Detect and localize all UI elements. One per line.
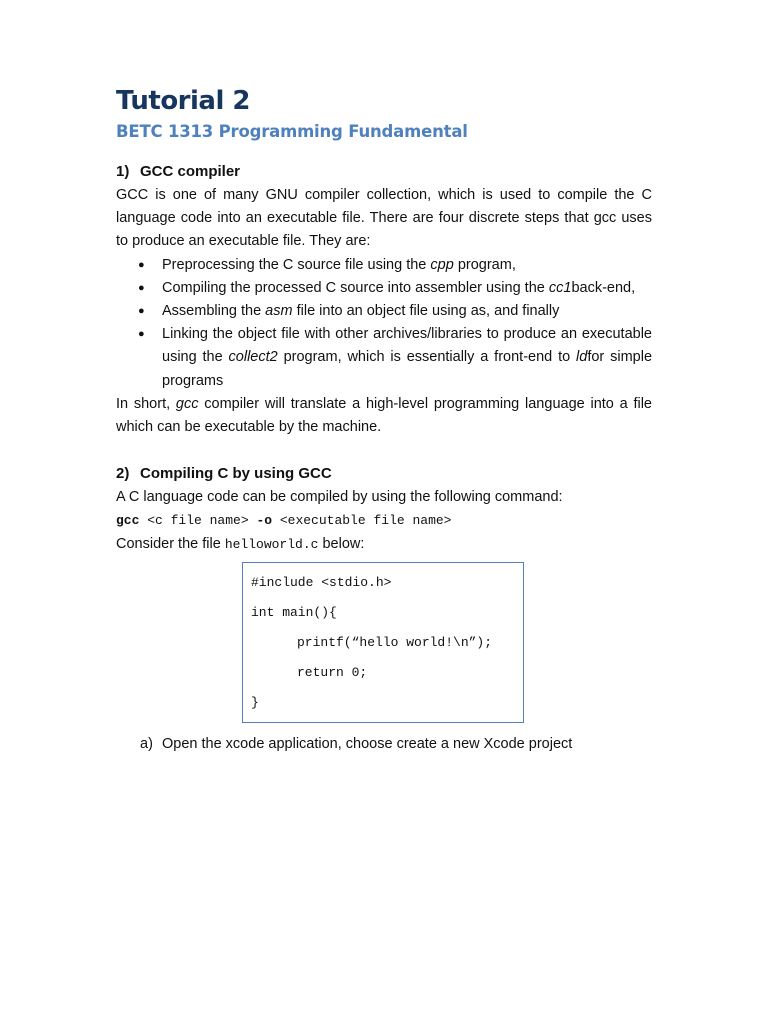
spacer [116,439,652,462]
list-item-emphasis: cc1 [548,279,572,296]
bullet-icon: ● [138,328,145,341]
bullet-icon: ● [138,305,145,318]
consider-text: below: [318,535,365,552]
step-text: Open the xcode application, choose create a new Xcode project [162,735,573,752]
page-subtitle: BETC 1313 Programming Fundamental [116,122,468,141]
page-title: Tutorial 2 [116,86,251,116]
list-item-text: for simple programs [162,349,653,389]
section-1-summary [116,393,652,439]
file-name: helloworld.c [224,536,319,552]
step-label: a) [140,735,153,752]
section-2-intro: A C language code can be compiled by using the following command: [116,489,563,506]
summary-text: In short, [116,395,176,412]
command-keyword: gcc [116,513,140,529]
code-line: printf(“hello world!\n”); [297,634,493,650]
xcode-steps-list [116,733,652,756]
command-arg: <c file name> [139,513,257,529]
list-item-emphasis: cpp [430,256,454,273]
list-item [138,277,652,300]
list-item-text: program, [453,256,516,273]
consider-text: Consider the file [116,535,225,552]
command-arg: <executable file name> [272,513,452,529]
section-1-intro: GCC is one of many GNU compiler collection, which is used to compile the C language code into an executable file. There are four discrete steps that gcc uses to produce an executable file. They are: [116,187,652,250]
list-item-text: Assembling the [162,303,266,320]
gcc-command [116,509,652,532]
document-body [116,160,652,756]
summary-text: compiler will translate a high-level programming language into a file which can be executable by the machine. [116,395,653,436]
code-line: } [251,694,259,710]
list-item-text: back-end, [571,279,636,296]
section-2-number: 2) [116,465,130,483]
list-item [140,733,652,756]
bullet-icon: ● [138,258,145,271]
list-item-emphasis: asm [265,303,293,320]
code-line: #include <stdio.h> [251,574,392,590]
list-item [138,254,652,277]
gcc-steps-list [116,254,652,393]
list-item [138,323,653,393]
section-2-title: Compiling C by using GCC [140,465,332,483]
section-1-heading [116,160,652,184]
list-item-text: Linking the object file with other archives/libraries to produce an executable using the [162,326,652,366]
list-item-emphasis: ld [576,349,588,366]
code-box [242,562,524,723]
code-line: return 0; [297,664,368,680]
list-item-text: Compiling the processed C source into assembler using the [162,279,549,296]
list-item-text: Preprocessing the C source file using the [162,256,431,273]
list-item-emphasis: collect2 [228,349,278,366]
code-line: int main(){ [251,604,337,620]
bullet-icon: ● [138,281,145,294]
consider-line [116,533,652,556]
section-2-heading [116,462,652,486]
command-flag: -o [256,513,273,529]
summary-emphasis: gcc [175,395,199,412]
section-1-title: GCC compiler [140,163,241,180]
list-item [138,300,652,323]
list-item-text: file into an object file using as, and finally [292,303,560,320]
section-1-number: 1) [116,163,130,180]
list-item-text: program, which is essentially a front-end to [277,349,577,366]
